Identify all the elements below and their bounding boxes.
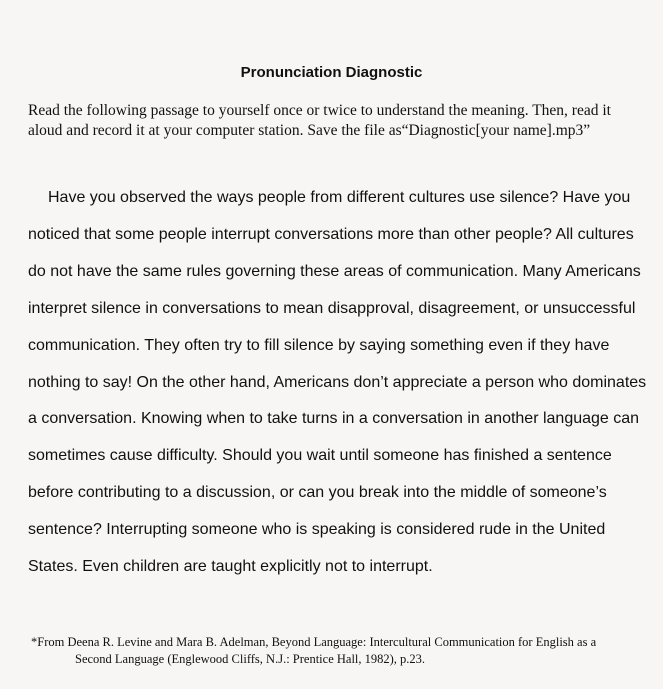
- footnote-line: *From Deena R. Levine and Mara B. Adelman, Beyond Language: Intercultural Communication for English as a: [31, 635, 597, 649]
- passage-line: nothing to say! On the other hand, Americans don’t appreciate a person who dominates: [28, 373, 647, 391]
- passage-line: noticed that some people interrupt conversations more than other people? All cultures: [28, 225, 634, 243]
- passage-line: sentence? Interrupting someone who is speaking is considered rude in the United: [28, 521, 606, 539]
- passage-line: Have you observed the ways people from different cultures use silence? Have you: [48, 189, 631, 206]
- instructions: [28, 101, 658, 141]
- instructions-line: Read the following passage to yourself once or twice to understand the meaning. Then, read it: [28, 102, 611, 119]
- passage-line: sometimes cause difficulty. Should you wait until someone has finished a sentence: [28, 447, 612, 465]
- passage-line: do not have the same rules governing these areas of communication. Many Americans: [28, 262, 641, 280]
- passage-line: interpret silence in conversations to mean disapproval, disagreement, or unsuccessful: [28, 299, 636, 317]
- passage-line: communication. They often try to fill silence by saying something even if they have: [28, 336, 610, 354]
- footnote: [31, 634, 596, 668]
- passage-line: a conversation. Knowing when to take turns in a conversation in another language can: [28, 410, 640, 428]
- passage: [28, 180, 658, 586]
- passage-line: States. Even children are taught explicitly not to interrupt.: [28, 558, 433, 576]
- instructions-line: aloud and record it at your computer station. Save the file as“Diagnostic[your name].mp3”: [28, 122, 591, 139]
- passage-line: before contributing to a discussion, or can you break into the middle of someone’s: [28, 484, 607, 502]
- footnote-line: Second Language (Englewood Cliffs, N.J.: Prentice Hall, 1982), p.23.: [75, 652, 426, 666]
- page-title: Pronunciation Diagnostic: [240, 64, 423, 81]
